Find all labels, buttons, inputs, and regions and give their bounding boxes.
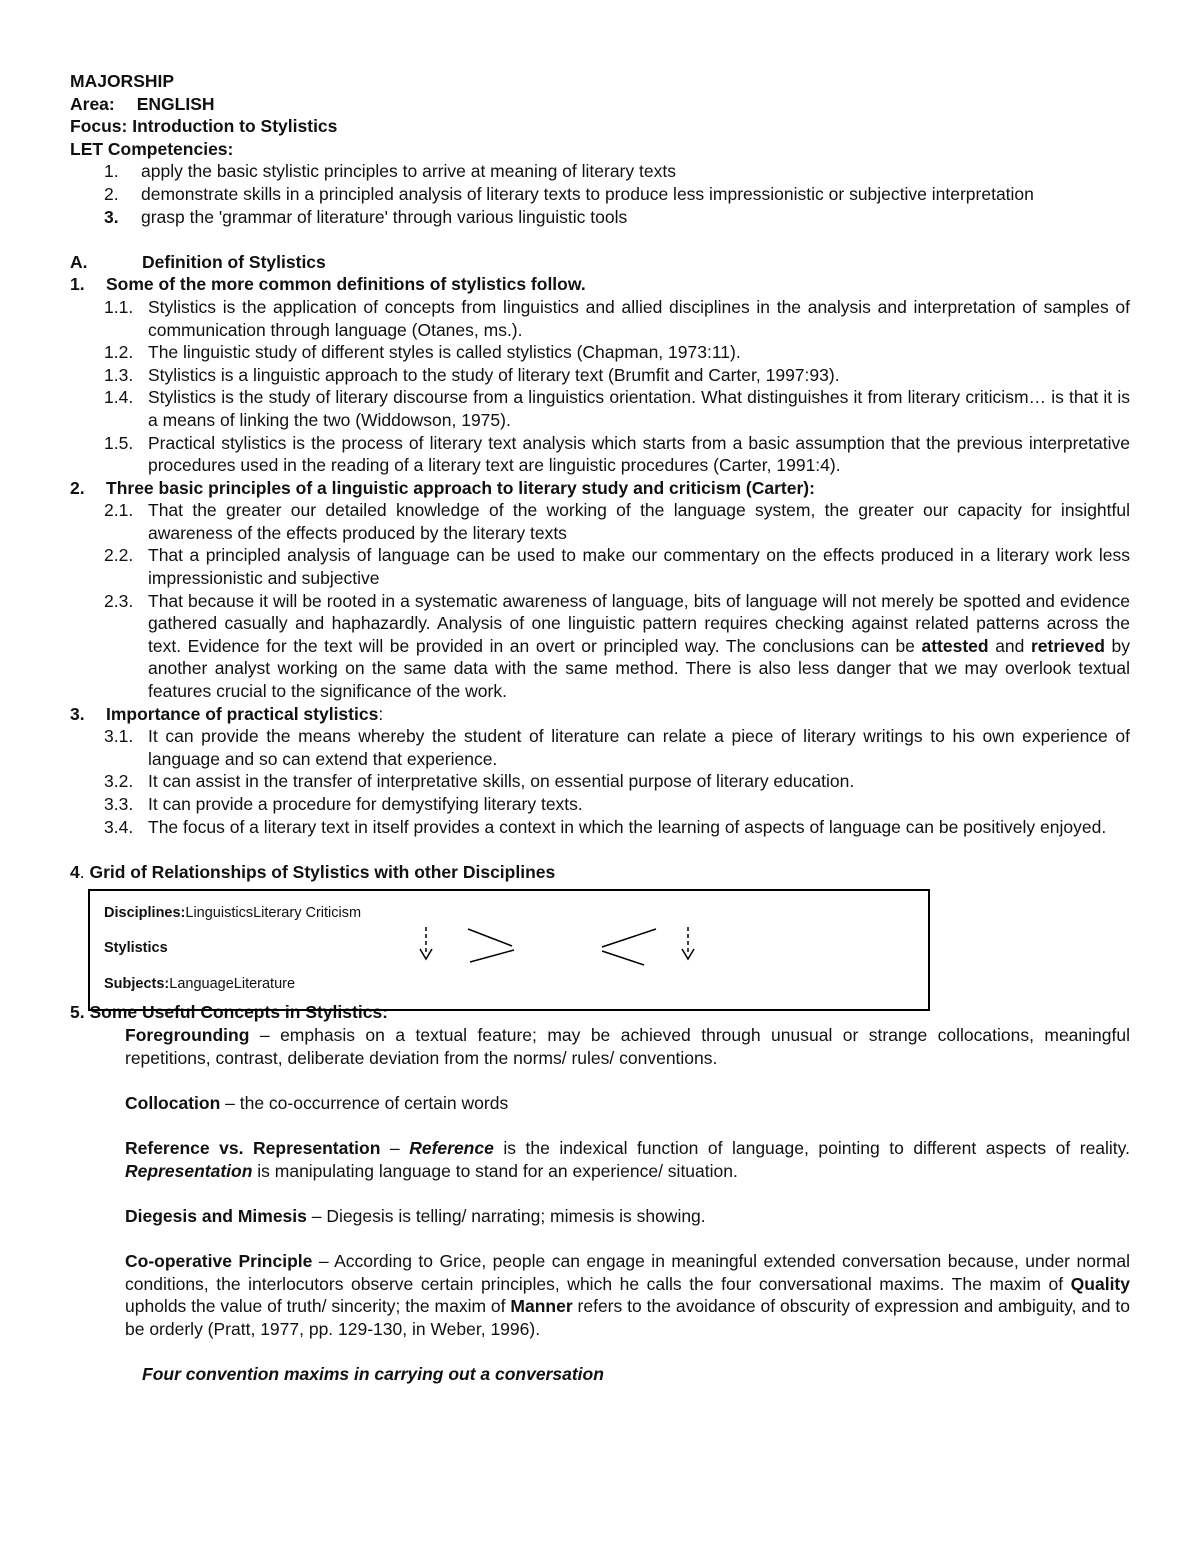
- definition-item: 1.2. The linguistic study of different styles is called stylistics (Chapman, 1973:11).: [104, 342, 741, 363]
- definition-item: 1.3. Stylistics is a linguistic approach to the study of literary text (Brumfit and Carter, 1997:93).: [104, 364, 840, 385]
- section-a-heading: A. Definition of Stylistics: [70, 251, 326, 272]
- section-5-heading: 5. Some Useful Concepts in Stylistics:: [70, 1002, 388, 1023]
- concept-diegesis-mimesis: Diegesis and Mimesis – Diegesis is telling/ narrating; mimesis is showing.: [125, 1205, 706, 1226]
- competencies-label: LET Competencies:: [70, 138, 234, 159]
- four-maxims-heading: Four convention maxims in carrying out a conversation: [142, 1363, 604, 1384]
- concept-reference-representation: Reference vs. Representation – Reference is the indexical function of language, pointing to different aspects of reality. Representation is manipulating language to stand for an experience/ situation.: [125, 1137, 1130, 1181]
- competency-item: 1. apply the basic stylistic principles to arrive at meaning of literary texts: [104, 161, 676, 182]
- section-2-heading: 2. Three basic principles of a linguistic approach to literary study and criticism (Carter):: [70, 477, 815, 498]
- importance-item: 3.2. It can assist in the transfer of interpretative skills, on essential purpose of literary education.: [104, 771, 855, 792]
- focus-line: Focus: Introduction to Stylistics: [70, 116, 338, 137]
- converging-lines-right-icon: [602, 929, 656, 965]
- dashed-down-arrow-right-icon: [682, 927, 694, 959]
- concept-cooperative-principle: Co-operative Principle – According to Grice, people can engage in meaningful extended conversation because, under normal conditions, the interlocutors observe certain principles, which he calls the four conversational maxims. The maxim of Quality upholds the value of truth/ sincerity; the maxim of Manner refers to the avoidance of obscurity of expression and ambiguity, and to be orderly (Pratt, 1977, pp. 129-130, in Weber, 1996).: [125, 1250, 1130, 1339]
- concept-collocation: Collocation – the co-occurrence of certain words: [125, 1092, 509, 1113]
- principle-item: 2.1. That the greater our detailed knowledge of the working of the language system, the greater our capacity for insightful awareness of the effects produced by the literary texts: [104, 500, 1130, 543]
- principle-item: 2.2. That a principled analysis of language can be used to make our commentary on the effects produced in a literary work less impressionistic and subjective: [104, 545, 1130, 589]
- area-line: Area: ENGLISH: [70, 93, 215, 114]
- importance-item: 3.1. It can provide the means whereby the student of literature can relate a piece of literary writings to his own experience of language and so can extend that experience.: [104, 726, 1130, 769]
- grid-disciplines-row: Disciplines:LinguisticsLiterary Criticism: [104, 905, 362, 922]
- definition-item: 1.4. Stylistics is the study of literary discourse from a linguistics orientation. What distinguishes it from literary criticism… is that it is a means of linking the two (Widdowson, 1975).: [104, 387, 1130, 430]
- converging-lines-left-icon: [468, 929, 514, 962]
- section-4-heading: 4. Grid of Relationships of Stylistics with other Disciplines: [70, 861, 556, 882]
- competency-item: 3. grasp the 'grammar of literature' through various linguistic tools: [104, 206, 628, 227]
- definition-item: 1.1. Stylistics is the application of concepts from linguistics and allied disciplines in the analysis and interpretation of samples of communication through language (Otanes, ms.).: [104, 296, 1130, 340]
- concept-foregrounding: Foregrounding – emphasis on a textual feature; may be achieved through unusual or strange collocations, meaningful repetitions, contrast, deliberate deviation from the norms/ rules/ conventions.: [125, 1024, 1130, 1068]
- grid-subjects-row: Subjects:LanguageLiterature: [104, 976, 296, 993]
- importance-item: 3.4. The focus of a literary text in itself provides a context in which the learning of aspects of language can be positively enjoyed.: [104, 816, 1107, 837]
- dashed-down-arrow-left-icon: [420, 927, 432, 959]
- competency-item: 2. demonstrate skills in a principled analysis of literary texts to produce less impressionistic or subjective interpretation: [104, 183, 1034, 204]
- grid-stylistics-label: Stylistics: [104, 940, 168, 957]
- section-3-heading: 3. Importance of practical stylistics:: [70, 703, 384, 724]
- importance-item: 3.3. It can provide a procedure for demystifying literary texts.: [104, 794, 583, 814]
- grid-arrows-diagram: [90, 891, 932, 1013]
- section-1-heading: 1. Some of the more common definitions of stylistics follow.: [70, 274, 586, 295]
- definition-item: 1.5. Practical stylistics is the process of literary text analysis which starts from a basic assumption that the previous interpretative procedures used in the reading of a literary text are linguistic procedures (Carter, 1991:4).: [104, 432, 1130, 476]
- relationship-grid: [88, 889, 930, 1011]
- principle-item: 2.3. That because it will be rooted in a systematic awareness of language, bits of language will not merely be spotted and evidence gathered casually and haphazardly. Analysis of one linguistic pattern requires checking against related patterns across the text. Evidence for the text will be provided in an overt or principled way. The conclusions can be attested and retrieved by another analyst working on the same data with the same method. There is also less danger that we may overlook textual features crucial to the significance of the work.: [104, 590, 1130, 702]
- document-page: [70, 70, 1130, 1385]
- majorship-heading: MAJORSHIP: [70, 71, 175, 91]
